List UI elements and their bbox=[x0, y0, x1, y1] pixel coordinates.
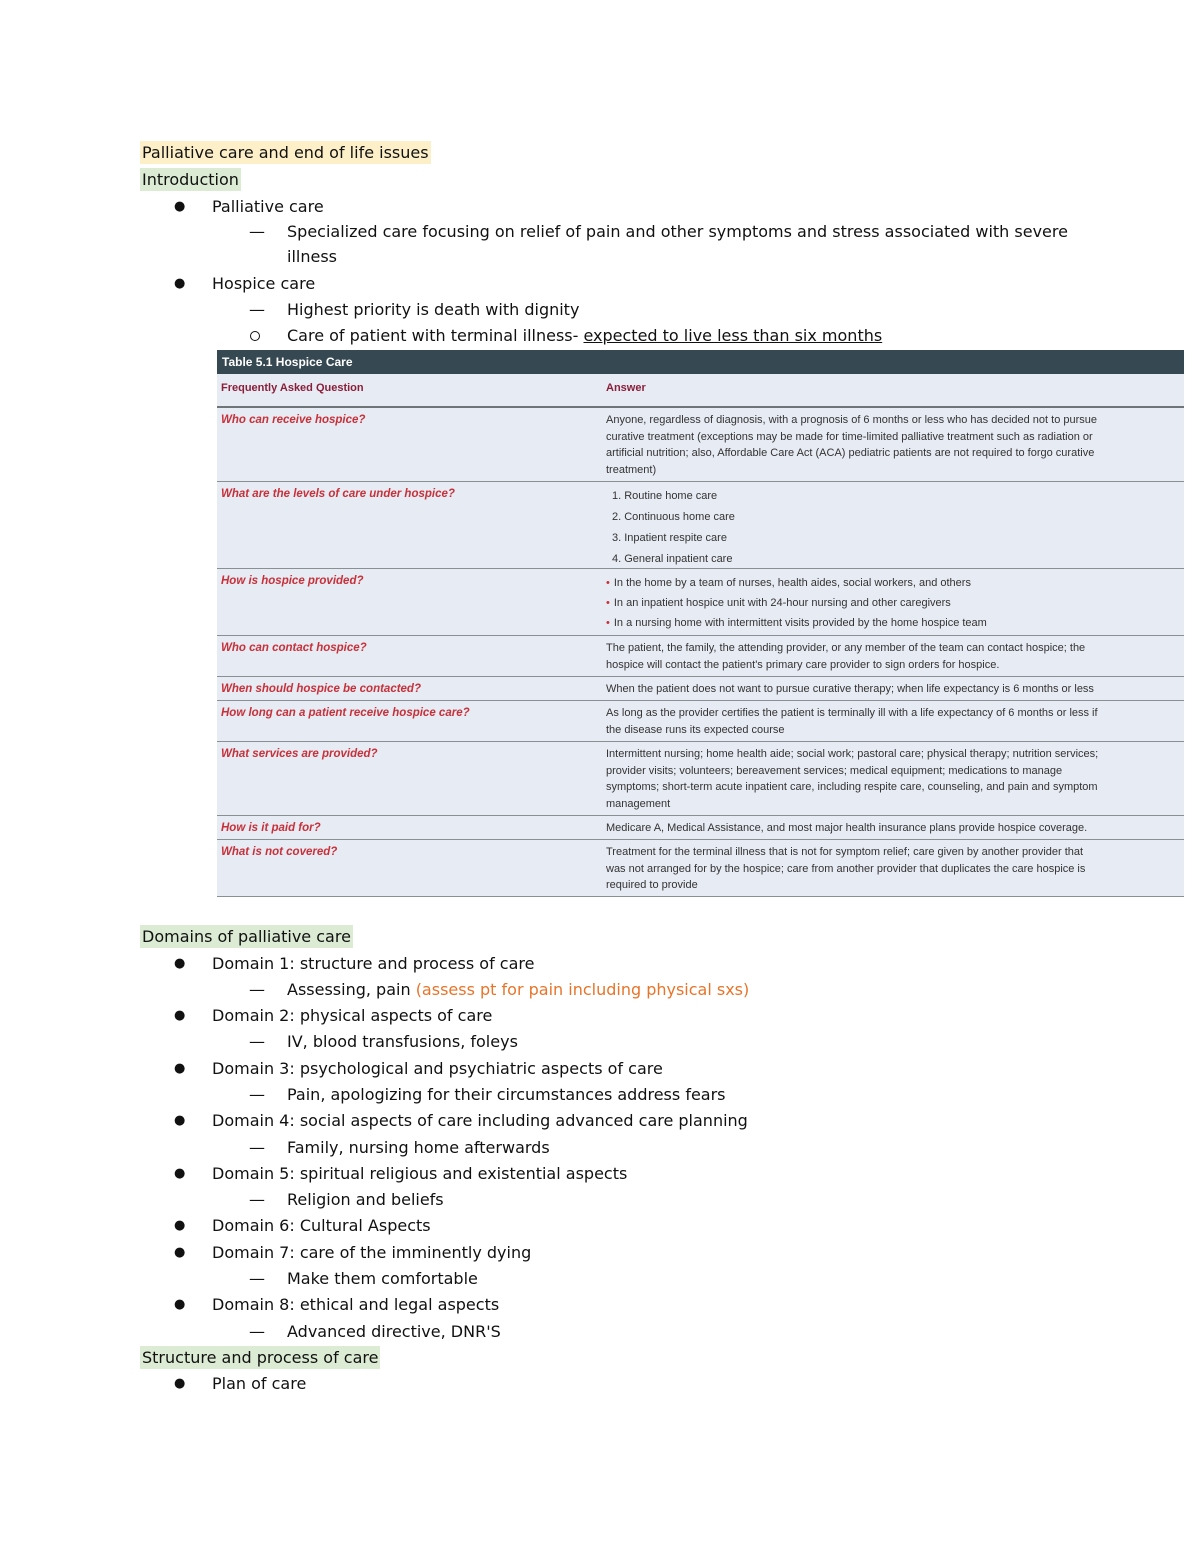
bullet-icon: ● bbox=[174, 1166, 186, 1181]
list-item: Domain 4: social aspects of care including advanced care planning bbox=[212, 1111, 748, 1130]
dash-icon: — bbox=[249, 1190, 265, 1209]
list-item: Domain 5: spiritual religious and existential aspects bbox=[212, 1164, 628, 1183]
answer-cell: Intermittent nursing; home health aide; social work; pastoral care; physical therapy; nutrition services; provider visits; volunteers; bereavement services; medical equipment; medications to manage symptoms; short-term acute inpatient care, including respite care, counseling, and pain and symptom management bbox=[606, 748, 1099, 810]
answer-cell: The patient, the family, the attending provider, or any member of the team can contact hospice; the hospice will contact the patient's primary care provider to sign orders for hospice. bbox=[606, 642, 1086, 671]
answer-cell: Medicare A, Medical Assistance, and most major health insurance plans provide hospice coverage. bbox=[606, 822, 1088, 834]
answer-cell: As long as the provider certifies the patient is terminally ill with a life expectancy of 6 months or less if the disease runs its expected course bbox=[606, 707, 1098, 736]
intro-heading: Introduction bbox=[142, 170, 239, 189]
dash-icon: — bbox=[249, 1269, 265, 1288]
dash-icon: — bbox=[249, 222, 265, 241]
answer-cell: When the patient does not want to pursue curative therapy; when life expectancy is 6 months or less bbox=[606, 683, 1094, 695]
table-row bbox=[217, 840, 1184, 897]
table-row bbox=[217, 816, 1184, 840]
bullet-icon: ● bbox=[174, 276, 186, 291]
list-item: Domain 6: Cultural Aspects bbox=[212, 1216, 431, 1235]
answer-cell: 1. Routine home care 2. Continuous home care 3. Inpatient respite care 4. General inpatient care bbox=[612, 490, 735, 565]
list-item: Plan of care bbox=[212, 1374, 307, 1393]
list-subitem: Highest priority is death with dignity bbox=[287, 300, 580, 319]
bullet-icon: ● bbox=[174, 199, 186, 214]
bullet-icon: ● bbox=[174, 956, 186, 971]
table-row bbox=[217, 742, 1184, 816]
list-subitem: IV, blood transfusions, foleys bbox=[287, 1032, 518, 1051]
list-subitem: Assessing, pain (assess pt for pain including physical sxs) bbox=[287, 980, 750, 999]
dash-icon: — bbox=[249, 1138, 265, 1157]
list-item: Domain 3: psychological and psychiatric aspects of care bbox=[212, 1059, 663, 1078]
circle-bullet-icon bbox=[250, 331, 260, 341]
dash-icon: — bbox=[249, 1032, 265, 1051]
bullet-icon: ● bbox=[174, 1113, 186, 1128]
answer-cell: Treatment for the terminal illness that is not for symptom relief; care given by another provider that was not arranged for by the hospice; care from another provider that duplicates the care hospice is required to provide bbox=[606, 846, 1086, 891]
bullet-icon: ● bbox=[174, 1245, 186, 1260]
table-row bbox=[217, 569, 1184, 636]
table-title: Table 5.1 Hospice Care bbox=[217, 350, 1184, 374]
question-cell: How is it paid for? bbox=[221, 822, 321, 834]
dash-icon: — bbox=[249, 1322, 265, 1341]
dash-icon: — bbox=[249, 1085, 265, 1104]
dash-icon: — bbox=[249, 300, 265, 319]
question-cell: Who can contact hospice? bbox=[221, 642, 367, 654]
table-row bbox=[217, 701, 1184, 742]
list-subitem: Make them comfortable bbox=[287, 1269, 478, 1288]
table-row bbox=[217, 482, 1184, 569]
list-subitem: Family, nursing home afterwards bbox=[287, 1138, 550, 1157]
dash-icon: — bbox=[249, 980, 265, 999]
question-cell: When should hospice be contacted? bbox=[221, 683, 421, 695]
list-item: Hospice care bbox=[212, 274, 316, 293]
domains-heading: Domains of palliative care bbox=[142, 927, 351, 946]
table-header bbox=[217, 374, 1184, 408]
column-header-answer: Answer bbox=[606, 382, 646, 394]
list-item: Domain 8: ethical and legal aspects bbox=[212, 1295, 500, 1314]
question-cell: Who can receive hospice? bbox=[221, 414, 366, 426]
question-cell: What services are provided? bbox=[221, 748, 378, 760]
list-item: Domain 1: structure and process of care bbox=[212, 954, 535, 973]
bullet-icon: ● bbox=[174, 1297, 186, 1312]
list-subitem: Advanced directive, DNR'S bbox=[287, 1322, 501, 1341]
list-item: Palliative care bbox=[212, 197, 324, 216]
list-item: Domain 2: physical aspects of care bbox=[212, 1006, 493, 1025]
question-cell: How long can a patient receive hospice care? bbox=[221, 707, 470, 719]
bullet-icon: ● bbox=[174, 1218, 186, 1233]
bullet-icon: ● bbox=[174, 1061, 186, 1076]
list-subitem: Pain, apologizing for their circumstances address fears bbox=[287, 1085, 726, 1104]
bullet-icon: ● bbox=[174, 1376, 186, 1391]
table-row bbox=[217, 677, 1184, 701]
answer-cell: • In the home by a team of nurses, health aides, social workers, and others • In an inpatient hospice unit with 24-hour nursing and other caregivers • In a nursing home with intermittent visits provided by the home hospice team bbox=[606, 577, 987, 629]
column-header-question: Frequently Asked Question bbox=[221, 382, 364, 394]
question-cell: What are the levels of care under hospice? bbox=[221, 488, 455, 500]
list-subitem: Religion and beliefs bbox=[287, 1190, 444, 1209]
structure-heading: Structure and process of care bbox=[142, 1348, 379, 1367]
hospice-care-table bbox=[217, 350, 1184, 897]
list-subitem: Specialized care focusing on relief of pain and other symptoms and stress associated with severe bbox=[287, 222, 1068, 241]
question-cell: How is hospice provided? bbox=[221, 575, 364, 587]
list-subitem: Care of patient with terminal illness- expected to live less than six months bbox=[287, 326, 883, 345]
table-row bbox=[217, 408, 1184, 482]
table-row bbox=[217, 636, 1184, 677]
list-subitem-cont: illness bbox=[287, 247, 337, 266]
question-cell: What is not covered? bbox=[221, 846, 338, 858]
list-item: Domain 7: care of the imminently dying bbox=[212, 1243, 532, 1262]
page-title: Palliative care and end of life issues bbox=[142, 143, 429, 162]
answer-cell: Anyone, regardless of diagnosis, with a prognosis of 6 months or less who has decided not to pursue curative treatment (exceptions may be made for time-limited palliative treatment such as radiation or artificial nutrition; also, Affordable Care Act (ACA) pediatric patients are not required to forgo curative treatment) bbox=[606, 414, 1098, 476]
bullet-icon: ● bbox=[174, 1008, 186, 1023]
